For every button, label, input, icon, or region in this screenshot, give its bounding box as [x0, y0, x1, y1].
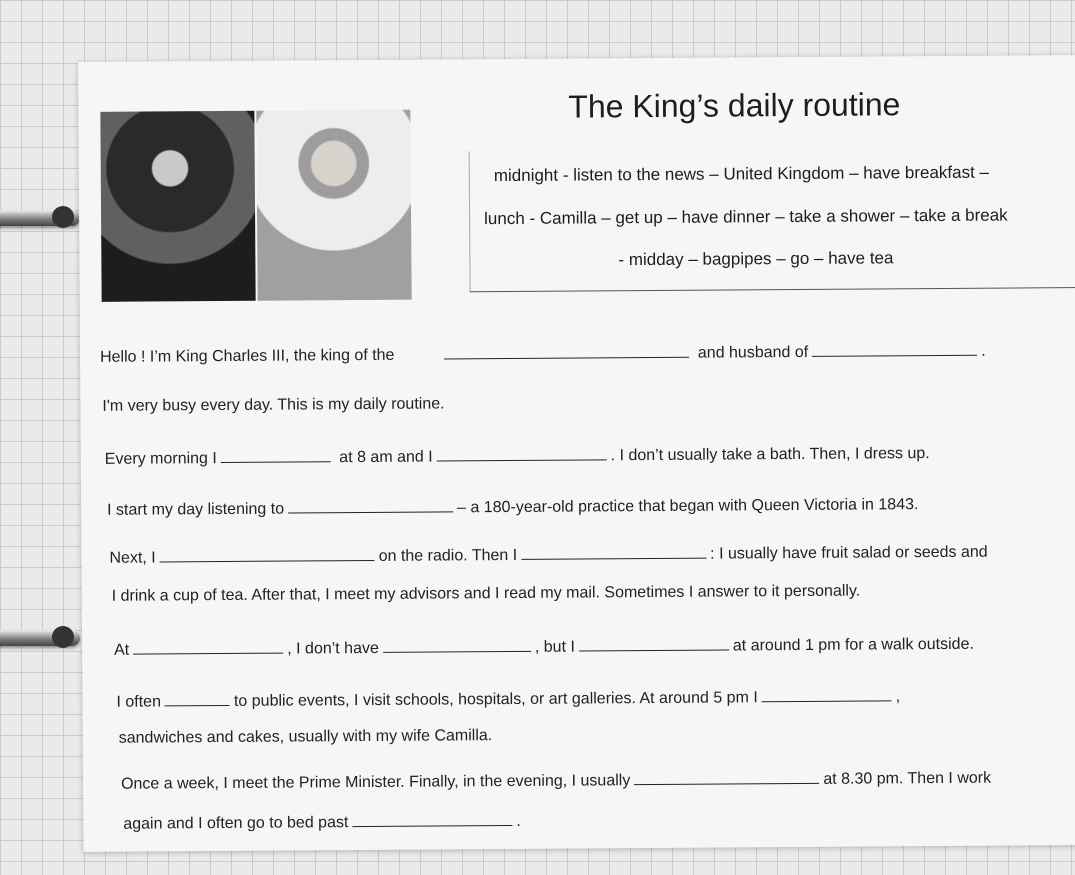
blank-field[interactable] [160, 546, 375, 563]
text-segment: At [114, 641, 130, 659]
blank-field[interactable] [133, 639, 283, 655]
word-bank-line: lunch - Camilla – get up – have dinner – take a shower – take a break [484, 205, 1008, 229]
text-segment: : I usually have fruit salad or seeds and [710, 543, 988, 563]
text-segment: . [516, 812, 521, 830]
text-segment: , but I [534, 638, 575, 656]
king-photo [100, 110, 411, 302]
text-segment: , I don’t have [287, 639, 379, 658]
text-line [121, 768, 991, 794]
text-segment: on the radio. Then I [378, 546, 518, 565]
text-line: sandwiches and cakes, usually with my wife Camilla. [118, 727, 493, 747]
binder-ring [0, 210, 80, 226]
text-segment: at 8.30 pm. Then I work [823, 769, 992, 788]
blank-field[interactable] [579, 635, 729, 651]
text-segment: at around 1 pm for a walk outside. [732, 635, 974, 655]
text-segment: Once a week, I meet the Prime Minister. Finally, in the evening, I usually [120, 772, 631, 793]
photo-king-portrait [256, 110, 411, 301]
blank-field[interactable] [352, 811, 512, 827]
text-line [116, 686, 900, 711]
word-bank [469, 147, 1075, 292]
blank-field[interactable] [521, 544, 706, 560]
blank-field[interactable] [383, 637, 531, 653]
binder-ring [0, 630, 80, 646]
text-line: I'm very busy every day. This is my daily routine. [102, 395, 445, 415]
text-segment: Hello ! I’m King Charles III, the king of the [100, 346, 395, 366]
blank-field[interactable] [165, 691, 230, 706]
text-segment: I start my day listening to [107, 500, 285, 519]
text-segment: to public events, I visit schools, hospitals, or art galleries. At around 5 pm I [233, 689, 758, 710]
photo-king-writing [100, 111, 255, 302]
blank-field[interactable] [221, 447, 331, 463]
text-line [114, 634, 974, 660]
text-segment: Next, I [109, 549, 156, 567]
worksheet [78, 55, 1075, 852]
text-segment: . I don’t usually take a bath. Then, I dress up. [610, 445, 930, 465]
blank-field[interactable] [444, 343, 689, 360]
text-line: I drink a cup of tea. After that, I meet my advisors and I read my mail. Sometimes I answer to it personally. [111, 582, 861, 605]
blank-field[interactable] [634, 769, 819, 785]
text-segment: and husband of [697, 343, 809, 362]
text-segment: at 8 am and I [339, 448, 433, 467]
text-line [109, 542, 987, 568]
blank-field[interactable] [812, 341, 977, 357]
word-bank-line: - midday – bagpipes – go – have tea [618, 248, 894, 270]
text-line [100, 341, 986, 367]
text-segment: Every morning I [104, 450, 217, 468]
blank-field[interactable] [762, 686, 892, 702]
blank-field[interactable] [288, 497, 453, 513]
text-line [105, 443, 930, 469]
text-line [107, 494, 918, 520]
worksheet-title: The King’s daily routine [568, 86, 901, 125]
blank-field[interactable] [437, 445, 607, 461]
text-line [123, 811, 521, 834]
text-segment: , [895, 688, 901, 706]
text-segment: . [981, 342, 986, 360]
word-bank-line: midnight - listen to the news – United Kingdom – have breakfast – [493, 162, 990, 186]
text-segment: again and I often go to bed past [123, 814, 349, 833]
text-segment: – a 180-year-old practice that began with Queen Victoria in 1843. [457, 496, 919, 517]
text-segment: I often [116, 693, 162, 711]
